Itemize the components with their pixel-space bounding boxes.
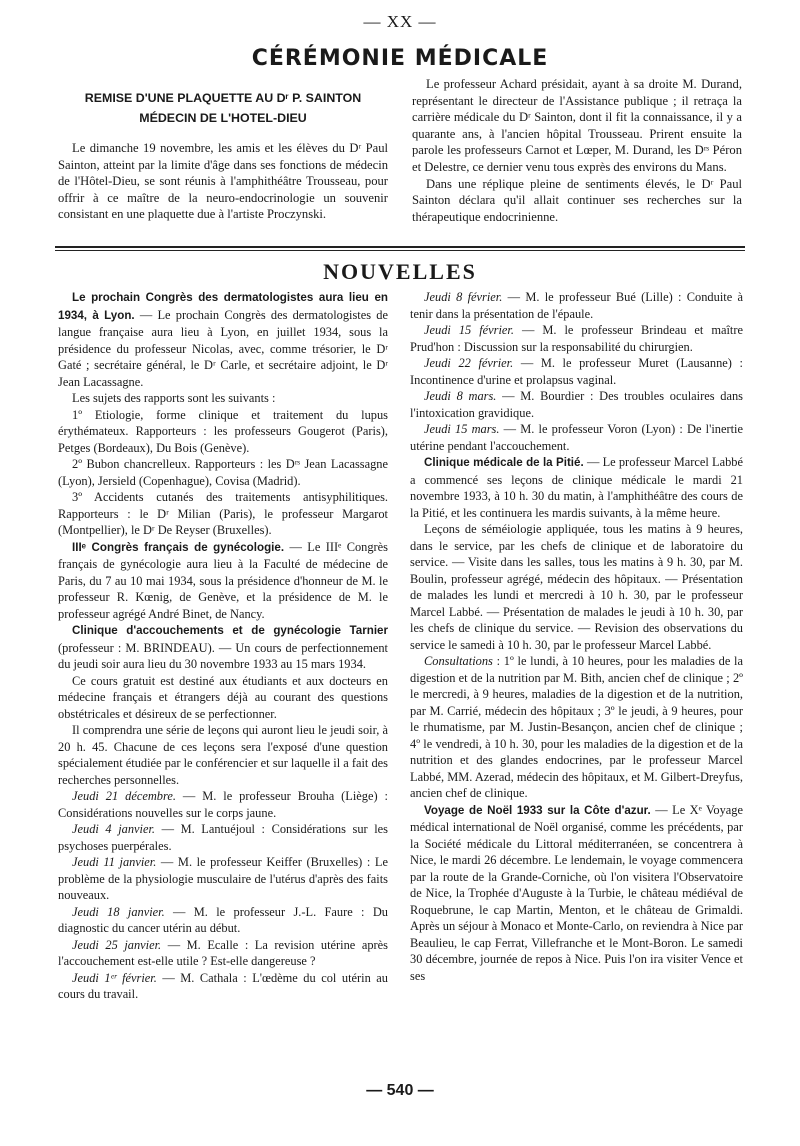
lecture-text: — M. le professeur Muret (Lausanne) : Incontinence d'urine et prolapsus vaginal. — [410, 356, 743, 387]
lecture-text: — M. le professeur Bué (Lille) : Conduite à tenir dans la présentation de l'épaule. — [410, 290, 743, 321]
ceremony-right-column — [412, 76, 742, 225]
lecture-text: — M. Lantuéjoul : Considérations sur les psychoses puerpérales. — [58, 822, 388, 853]
list-item — [58, 854, 388, 904]
news-text: (professeur : M. BRINDEAU). — Un cours de perfectionnement du jeudi soir aura lieu du 30 novembre 1933 au 15 mars 1934. — [58, 640, 388, 671]
news-text: Leçons de séméiologie appliquée, tous les matins à 9 heures, dans le service, par les chefs de clinique et de laboratoire du service. — Visite dans les salles, tous les matins à 9 h. 30, par M. Boulin, professeur agrégé, médecin des hôpitaux. — Présentation de malades les lundi et mercredi à 10 h. 30, par le professeur Marcel Labbé. — Présentation de malades le jeudi à 10 h. 30, par les chefs de clinique du service. — Revision des observations du service le samedi à 10 h. 30, par le professeur Marcel Labbé. — [410, 522, 743, 652]
lecture-date: Jeudi 15 février. — [424, 323, 514, 337]
lecture-date: Jeudi 21 décembre. — [72, 789, 176, 803]
lecture-date: Jeudi 4 janvier. — [72, 822, 156, 836]
news-heading: IIIᵉ Congrès français de gynécologie. — [72, 540, 285, 554]
news-heading: Voyage de Noël 1933 sur la Côte d'azur. — [424, 803, 651, 817]
lecture-text: — M. le professeur Keiffer (Bruxelles) : Le problème de la physiologie musculaire de l'utérus d'après des faits nouveaux. — [58, 855, 388, 902]
news-text: Les sujets des rapports sont les suivants : — [72, 391, 276, 405]
news-text: Il comprendra une série de leçons qui auront lieu le jeudi soir, à 20 h. 45. Chacune de ces leçons sera l'exposé d'une question spécialement étudiée par le conférencier et sur laquelle il a fait des recherches personnelles. — [58, 723, 388, 787]
lecture-date: Jeudi 22 février. — [424, 356, 514, 370]
section-title-ceremonie: CÉRÉMONIE MÉDICALE — [251, 46, 549, 71]
list-item — [410, 388, 743, 421]
news-heading: Le prochain Congrès des dermatologistes aura lieu en 1934, à Lyon. — [58, 291, 388, 322]
lecture-text: — M. Ecalle : La revision utérine après l'accouchement est-elle utile ? Est-elle dangereuse ? — [58, 937, 388, 968]
ceremony-heading-line1: REMISE D'UNE PLAQUETTE AU Dʳ P. SAINTON — [84, 91, 362, 105]
lecture-date: Jeudi 11 janvier. — [72, 855, 157, 869]
list-item: 1º Etiologie, forme clinique et traitement du lupus érythémateux. Rapporteurs : les professeurs Gougerot (Paris), Petges (Bordeaux), Du Bois (Genève). — [58, 407, 388, 455]
consultations-label: Consultations — [424, 654, 493, 668]
list-item: 2º Bubon chancrelleux. Rapporteurs : les Dʳˢ Jean Lacassagne (Lyon), Jersield (Copenhague), Covisa (Madrid). — [58, 457, 388, 488]
ceremony-paragraph: Le professeur Achard présidait, ayant à sa droite M. Durand, représentant le directeur de l'Assistance publique ; il retraça la carrière médicale du Dʳ Sainton, dont il fit la connaissance, il y a quarante ans, à l'ancien hôpital Trousseau. Prirent ensuite la parole les professeurs Carnot et Lœper, M. Durand, les Dʳˢ Péron et Delestre, ce dernier venu tous exprès des environs du Mans. — [412, 77, 742, 174]
news-text: Ce cours gratuit est destiné aux étudiants et aux docteurs en médecine français et étrangers déjà au courant des questions obstétricales et désireux de se perfectionner. — [58, 673, 388, 721]
lecture-text: — M. Bourdier : Des troubles oculaires dans l'intoxication gravidique. — [410, 389, 743, 420]
lecture-date: Jeudi 25 janvier. — [72, 937, 162, 952]
page-number: — 540 — — [366, 1082, 434, 1099]
section-divider — [55, 246, 745, 248]
lecture-text: — M. le professeur Voron (Lyon) : De l'inertie utérine pendant l'accouchement. — [410, 422, 743, 453]
nouvelles-right-column — [410, 289, 743, 984]
ceremony-left-column — [58, 88, 388, 223]
lecture-text: — M. le professeur Brindeau et maître Prud'hon : Discussion sur la responsabilité du chirurgien. — [410, 323, 743, 354]
nouvelles-left-column — [58, 289, 388, 1003]
section-title-nouvelles: NOUVELLES — [323, 259, 477, 284]
section-divider — [55, 250, 745, 251]
news-text: — Le prochain Congrès des dermatologistes de langue française aura lieu à Lyon, en juillet 1934, sous la présidence du professeur Nicolas, avec, comme trésorier, le Dʳ Gaté ; secrétaire général, le Dʳ Carle, et secrétaire adjoint, le Dʳ Jean Lacassagne. — [58, 307, 388, 389]
news-heading: Clinique médicale de la Pitié. — [424, 456, 584, 469]
list-item — [58, 937, 388, 970]
lecture-text: — M. Cathala : L'œdème du col utérin au cours du travail. — [58, 970, 388, 1001]
page-marker: — XX — — [363, 12, 437, 31]
list-item — [58, 788, 388, 821]
lecture-date: Jeudi 8 février. — [424, 290, 503, 304]
ceremony-paragraph: Dans une réplique pleine de sentiments élevés, le Dʳ Paul Sainton déclara qu'il allait continuer ses recherches sur la thérapeutique endocrinienne. — [412, 176, 742, 224]
ceremony-heading-line2: MÉDECIN DE L'HOTEL-DIEU — [139, 111, 307, 125]
list-item — [58, 904, 388, 937]
lecture-date: Jeudi 8 mars. — [424, 389, 497, 403]
list-item — [410, 421, 743, 454]
list-item — [410, 355, 743, 388]
list-item: 3º Accidents cutanés des traitements antisyphilitiques. Rapporteurs : le Dʳ Milian (Paris), le professeur Margarot (Montpellier), le Dʳ De Reyser (Bruxelles). — [58, 490, 388, 537]
news-text: — Le professeur Marcel Labbé a commencé ses leçons de clinique médicale le mardi 21 novembre 1933, à 10 h. 30 du matin, à l'amphithéâtre des cours de la Pitié, et les continuera les mardis suivants, à la même heure. — [410, 455, 743, 520]
news-text: : 1º le lundi, à 10 heures, pour les maladies de la digestion et de la nutrition par M. Bith, ancien chef de clinique ; 2º le mercredi, à 9 heures, maladies de la digestion et de la nutrition, par M. Carrié, médecin des hôpitaux ; 3º le jeudi, à 9 heures, pour le rhumatisme, par M. Justin-Besançon, ancien chef de clinique ; 4º le vendredi, à 10 h. 30, pour les maladies de la digestion et de la nutrition et des glandes endocrines, par le professeur Marcel Labbé, MM. Azerad, médecin des hôpitaux, et M. Gilbert-Dreyfus, ancien chef de clinique. — [410, 654, 743, 800]
list-item — [58, 821, 388, 854]
list-item — [410, 289, 743, 322]
lecture-text: — M. le professeur Brouha (Liège) : Considérations nouvelles sur le corps jaune. — [58, 789, 388, 820]
news-heading: Clinique d'accouchements et de gynécologie Tarnier — [72, 624, 388, 637]
news-text: — Le Xᵉ Voyage médical international de Noël organisé, comme les précédents, par la Société médicale du Littoral méditerranéen, se concentrera à Nice, le mardi 26 décembre. Le lendemain, le voyage commencera par la route de la Grande-Corniche, où l'on visitera l'Observatoire de Nice, la Trophée d'Auguste à la Turbie, le château médiéval de Roquebrune, le cap Martin, Menton, et le château de Grimaldi. Après un séjour à Monaco et Monte-Carlo, on reviendra à Nice par Beaulieu, le cap Ferrat, Villefranche et le Mont-Boron. Le samedi 30 décembre, journée de repos à Nice. Puis l'on ira visiter Vence et ses — [410, 802, 743, 983]
lecture-date: Jeudi 1ᵉʳ février. — [72, 970, 157, 985]
lecture-text: — M. le professeur J.-L. Faure : Du diagnostic du cancer utérin au début. — [58, 904, 388, 935]
lecture-date: Jeudi 15 mars. — [424, 422, 500, 436]
news-text: — Le IIIᵉ Congrès français de gynécologie aura lieu à la Faculté de médecine de Paris, du 7 au 10 mai 1934, sous la présidence d'honneur de M. le professeur R. Kœnig, de Genève, et la présidence de M. le professeur agrégé André Binet, de Nancy. — [58, 539, 388, 621]
list-item — [58, 970, 388, 1003]
list-item — [410, 322, 743, 355]
lecture-date: Jeudi 18 janvier. — [72, 904, 165, 919]
ceremony-paragraph: Le dimanche 19 novembre, les amis et les élèves du Dʳ Paul Sainton, atteint par la limite d'âge dans ses fonctions de médecin de l'Hôtel-Dieu, se sont réunis à l'amphithéâtre Trousseau, pour offrir à ce maître de la neuro-endocrinologie un souvenir consistant en une plaquette due à l'artiste Proczynski. — [58, 141, 388, 222]
